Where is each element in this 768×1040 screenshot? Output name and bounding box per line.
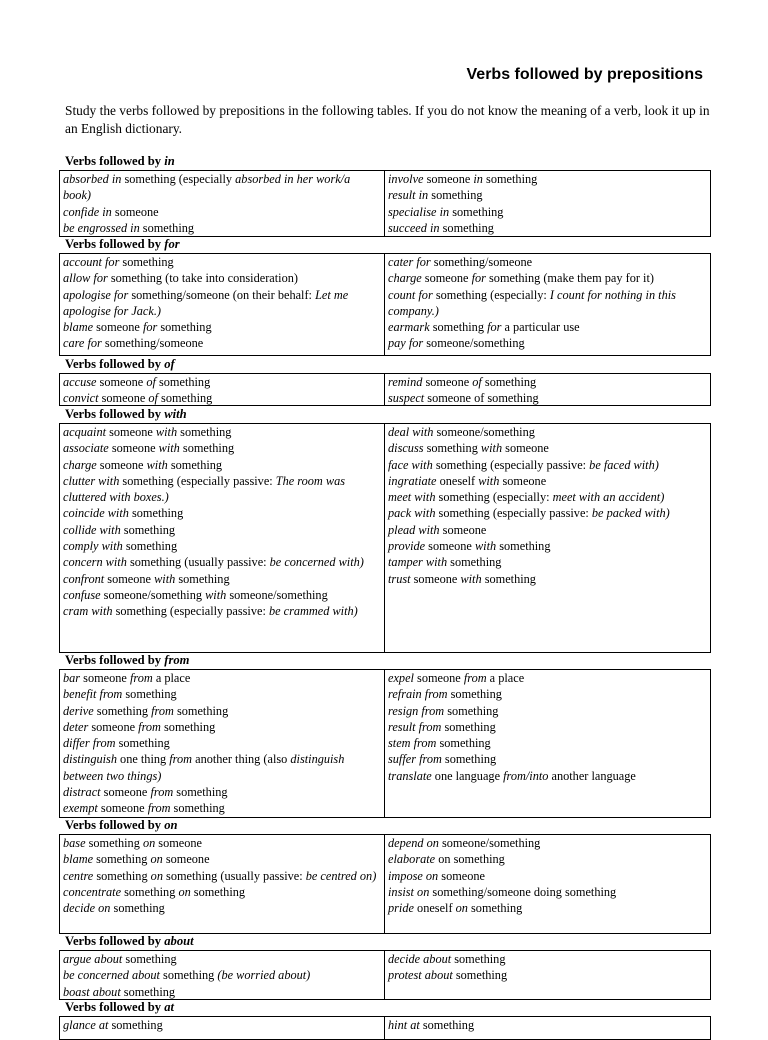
verb-entry: deter someone from something <box>63 719 216 734</box>
verb-table-at <box>59 1016 711 1040</box>
verb-entry: concern with something (usually passive: be concerned with) <box>63 555 364 570</box>
verb-entry: care for something/someone <box>63 336 204 351</box>
verb-entry: resign from something <box>388 703 499 718</box>
verb-entry: acquaint someone with something <box>63 425 232 439</box>
verb-entry: trust someone with something <box>388 571 536 586</box>
verb-entry: pack with something (especially passive: be packed with) <box>388 506 670 521</box>
verb-entry: bar someone from a place <box>63 671 191 685</box>
verb-entry: base something on someone <box>63 836 203 850</box>
verb-entry: specialise in something <box>388 204 504 219</box>
verb-entry: discuss something with someone <box>388 441 549 456</box>
verb-entry: expel someone from a place <box>388 671 525 685</box>
verb-entry: tamper with something <box>388 555 502 570</box>
verb-entry: result in something <box>388 188 483 203</box>
verb-entry: absorbed in something (especially absorbed in her work/a book) <box>63 172 351 203</box>
verb-entry: cram with something (especially passive: be crammed with) <box>63 604 358 619</box>
verb-entry: translate one language from/into another language <box>388 768 636 783</box>
section-heading-for <box>65 237 180 252</box>
verb-entry: comply with something <box>63 539 178 554</box>
verb-entry: differ from something <box>63 736 170 751</box>
verb-entry: clutter with something (especially passive: The room was cluttered with boxes.) <box>63 473 346 505</box>
verb-entry: be concerned about something (be worried about) <box>63 968 311 983</box>
verb-entry: involve someone in something <box>388 172 538 186</box>
table-column-right <box>385 374 710 405</box>
heading-preposition: in <box>164 154 175 168</box>
verb-entry: apologise for something/someone (on their behalf: Let me apologise for Jack.) <box>63 287 349 318</box>
heading-preposition: of <box>164 357 175 371</box>
verb-entry: convict someone of something <box>63 391 213 406</box>
heading-prefix: Verbs followed by <box>65 154 165 168</box>
heading-preposition: from <box>164 653 190 667</box>
section-heading-from <box>65 653 189 668</box>
verb-entry: concentrate something on something <box>63 884 246 899</box>
verb-entry: associate someone with something <box>63 441 235 456</box>
table-column-right <box>385 835 710 933</box>
heading-prefix: Verbs followed by <box>65 237 165 251</box>
table-column-right <box>385 670 710 817</box>
verb-entry: be engrossed in something <box>63 220 195 235</box>
verb-entry: pay for someone/something <box>388 336 525 351</box>
verb-entry: ingratiate oneself with someone <box>388 473 547 488</box>
table-column-left <box>60 374 385 405</box>
verb-entry: deal with someone/something <box>388 425 535 439</box>
table-column-right <box>385 424 710 652</box>
verb-entry: decide about something <box>388 952 506 966</box>
verb-entry: glance at something <box>63 1018 163 1032</box>
verb-entry: boast about something <box>63 984 176 999</box>
table-column-left <box>60 1017 385 1039</box>
verb-entry: protest about something <box>388 968 508 983</box>
verb-entry: exempt someone from something <box>63 801 225 816</box>
verb-entry: remind someone of something <box>388 375 537 389</box>
verb-entry: confide in someone <box>63 204 159 219</box>
heading-prefix: Verbs followed by <box>65 357 165 371</box>
section-heading-on <box>65 818 178 833</box>
verb-entry: refrain from something <box>388 687 502 702</box>
verb-table-for <box>59 253 711 356</box>
table-column-left <box>60 424 385 652</box>
verb-entry: plead with someone <box>388 522 487 537</box>
verb-entry: allow for something (to take into consideration) <box>63 271 298 286</box>
verb-entry: face with something (especially passive: be faced with) <box>388 457 659 472</box>
verb-table-about <box>59 950 711 1000</box>
verb-entry: charge someone for something (make them pay for it) <box>388 271 654 286</box>
verb-entry: cater for something/someone <box>388 255 533 269</box>
verb-entry: depend on someone/something <box>388 836 541 850</box>
verb-entry: count for something (especially: I count for nothing in this company.) <box>388 287 676 318</box>
verb-entry: decide on something <box>63 901 165 916</box>
verb-entry: blame someone for something <box>63 320 212 335</box>
verb-entry: confuse someone/something with someone/something <box>63 587 328 602</box>
verb-entry: distract someone from something <box>63 785 228 800</box>
verb-entry: provide someone with something <box>388 539 551 554</box>
heading-preposition: with <box>164 407 187 421</box>
section-heading-of <box>65 357 175 372</box>
verb-entry: impose on someone <box>388 868 486 883</box>
verb-entry: insist on something/someone doing something <box>388 884 617 899</box>
intro-paragraph: Study the verbs followed by prepositions in the following tables. If you do not know the meaning of a verb, look it up in an English dictionary. <box>65 103 710 136</box>
verb-entry: account for something <box>63 255 174 269</box>
table-column-left <box>60 254 385 355</box>
heading-prefix: Verbs followed by <box>65 407 165 421</box>
heading-prefix: Verbs followed by <box>65 818 165 832</box>
verb-entry: distinguish one thing from another thing (also distinguish between two things) <box>63 752 345 783</box>
heading-preposition: at <box>164 1000 175 1014</box>
section-heading-at <box>65 1000 174 1015</box>
section-heading-in <box>65 154 175 169</box>
verb-table-in <box>59 170 711 237</box>
table-column-left <box>60 951 385 999</box>
heading-preposition: for <box>164 237 180 251</box>
verb-entry: derive something from something <box>63 703 229 718</box>
verb-entry: pride oneself on something <box>388 901 523 916</box>
table-column-right <box>385 1017 710 1039</box>
heading-prefix: Verbs followed by <box>65 1000 165 1014</box>
heading-preposition: about <box>164 934 194 948</box>
section-heading-with <box>65 407 187 422</box>
table-column-right <box>385 254 710 355</box>
verb-table-of <box>59 373 711 406</box>
table-column-left <box>60 171 385 236</box>
verb-entry: earmark something for a particular use <box>388 320 580 335</box>
table-column-right <box>385 171 710 236</box>
table-column-right <box>385 951 710 999</box>
verb-entry: suffer from something <box>388 752 497 767</box>
verb-entry: suspect someone of something <box>388 391 539 406</box>
heading-preposition: on <box>164 818 178 832</box>
verb-entry: collide with something <box>63 522 176 537</box>
verb-entry: charge someone with something <box>63 457 223 472</box>
verb-entry: hint at something <box>388 1018 475 1032</box>
heading-prefix: Verbs followed by <box>65 934 165 948</box>
verb-entry: elaborate on something <box>388 852 505 867</box>
verb-entry: blame something on someone <box>63 852 210 867</box>
verb-entry: centre something on something (usually passive: be centred on) <box>63 868 377 883</box>
verb-entry: coincide with something <box>63 506 184 521</box>
table-column-left <box>60 670 385 817</box>
verb-table-with <box>59 423 711 653</box>
page-title: Verbs followed by prepositions <box>466 66 703 83</box>
verb-entry: stem from something <box>388 736 491 751</box>
verb-table-on <box>59 834 711 934</box>
verb-entry: accuse someone of something <box>63 375 211 389</box>
heading-prefix: Verbs followed by <box>65 653 165 667</box>
verb-entry: confront someone with something <box>63 571 230 586</box>
section-heading-about <box>65 934 194 949</box>
verb-entry: benefit from something <box>63 687 177 702</box>
verb-table-from <box>59 669 711 818</box>
verb-entry: result from something <box>388 719 496 734</box>
verb-entry: argue about something <box>63 952 177 966</box>
table-column-left <box>60 835 385 933</box>
verb-entry: meet with something (especially: meet with an accident) <box>388 490 665 505</box>
verb-entry: succeed in something <box>388 220 494 235</box>
